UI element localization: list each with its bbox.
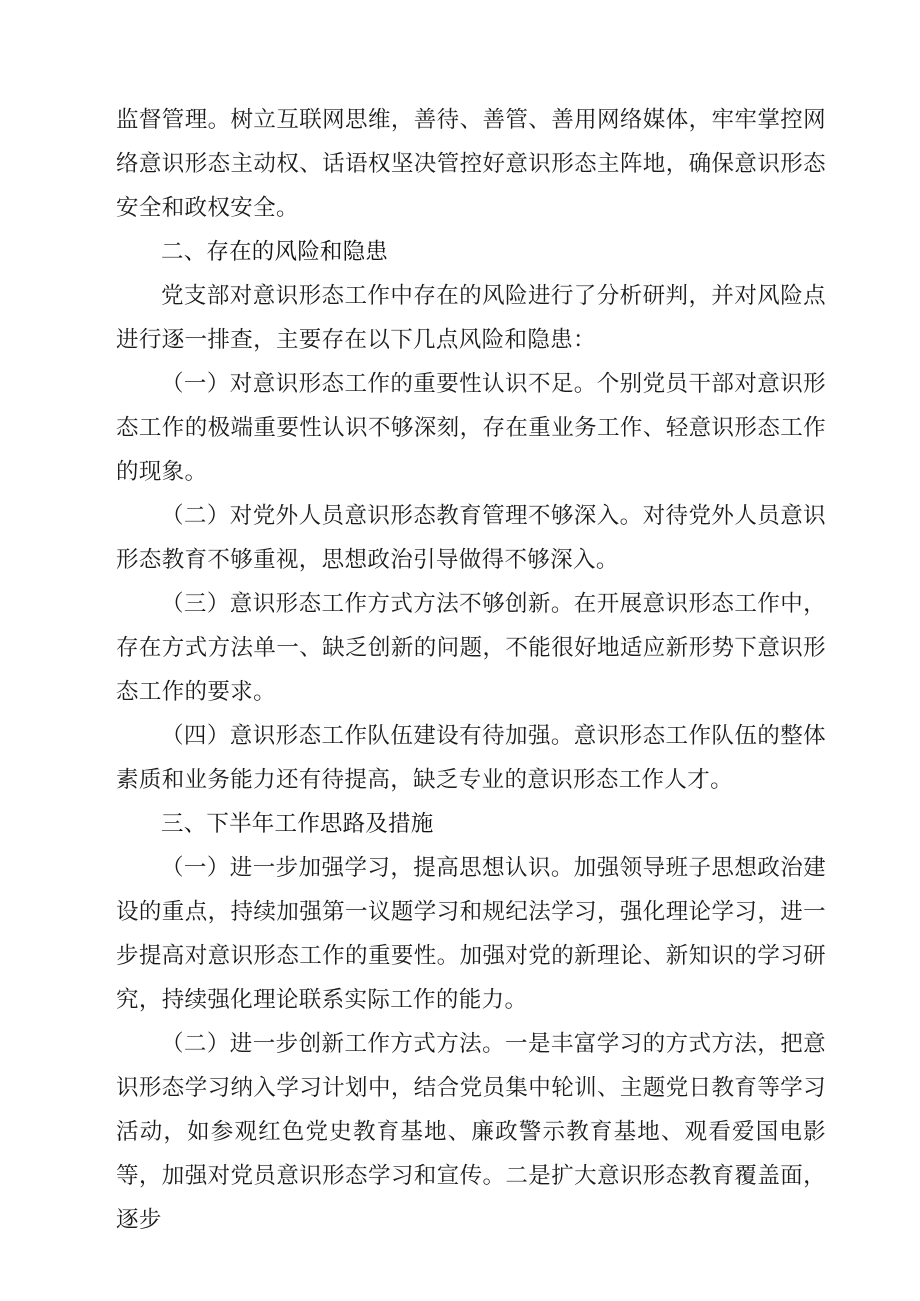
paragraph-risk-2: （二）对党外人员意识形态教育管理不够深入。对待党外人员意识形态教育不够重视，思想政治引导做得不够深入。 — [116, 503, 826, 573]
paragraph-risk-intro: 党支部对意识形态工作中存在的风险进行了分析研判，并对风险点进行逐一排查，主要存在以下几点风险和隐患： — [116, 283, 826, 353]
paragraph-plan-2: （二）进一步创新工作方式方法。一是丰富学习的方式方法，把意识形态学习纳入学习计划中，结合党员集中轮训、主题党日教育等学习活动，如参观红色党史教育基地、廉政警示教育基地、观看爱国电影等，加强对党员意识形态学习和宣传。二是扩大意识形态教育覆盖面，逐步 — [116, 1031, 826, 1233]
paragraph-risk-3: （三）意识形态工作方式方法不够创新。在开展意识形态工作中，存在方式方法单一、缺乏创新的问题，不能很好地适应新形势下意识形态工作的要求。 — [116, 591, 826, 705]
section-heading-risks: 二、存在的风险和隐患 — [161, 239, 389, 265]
document-body — [116, 98, 826, 1242]
paragraph-plan-1: （一）进一步加强学习，提高思想认识。加强领导班子思想政治建设的重点，持续加强第一议题学习和规纪法学习，强化理论学习，进一步提高对意识形态工作的重要性。加强对党的新理论、新知识的学习研究，持续强化理论联系实际工作的能力。 — [116, 855, 826, 1013]
section-heading-plans: 三、下半年工作思路及措施 — [161, 811, 434, 837]
paragraph-continuation: 监督管理。树立互联网思维，善待、善管、善用网络媒体，牢牢掌控网络意识形态主动权、话语权坚决管控好意识形态主阵地，确保意识形态安全和政权安全。 — [116, 107, 826, 221]
paragraph-risk-1: （一）对意识形态工作的重要性认识不足。个别党员干部对意识形态工作的极端重要性认识不够深刻，存在重业务工作、轻意识形态工作的现象。 — [116, 371, 826, 485]
paragraph-risk-4: （四）意识形态工作队伍建设有待加强。意识形态工作队伍的整体素质和业务能力还有待提高，缺乏专业的意识形态工作人才。 — [116, 723, 826, 793]
